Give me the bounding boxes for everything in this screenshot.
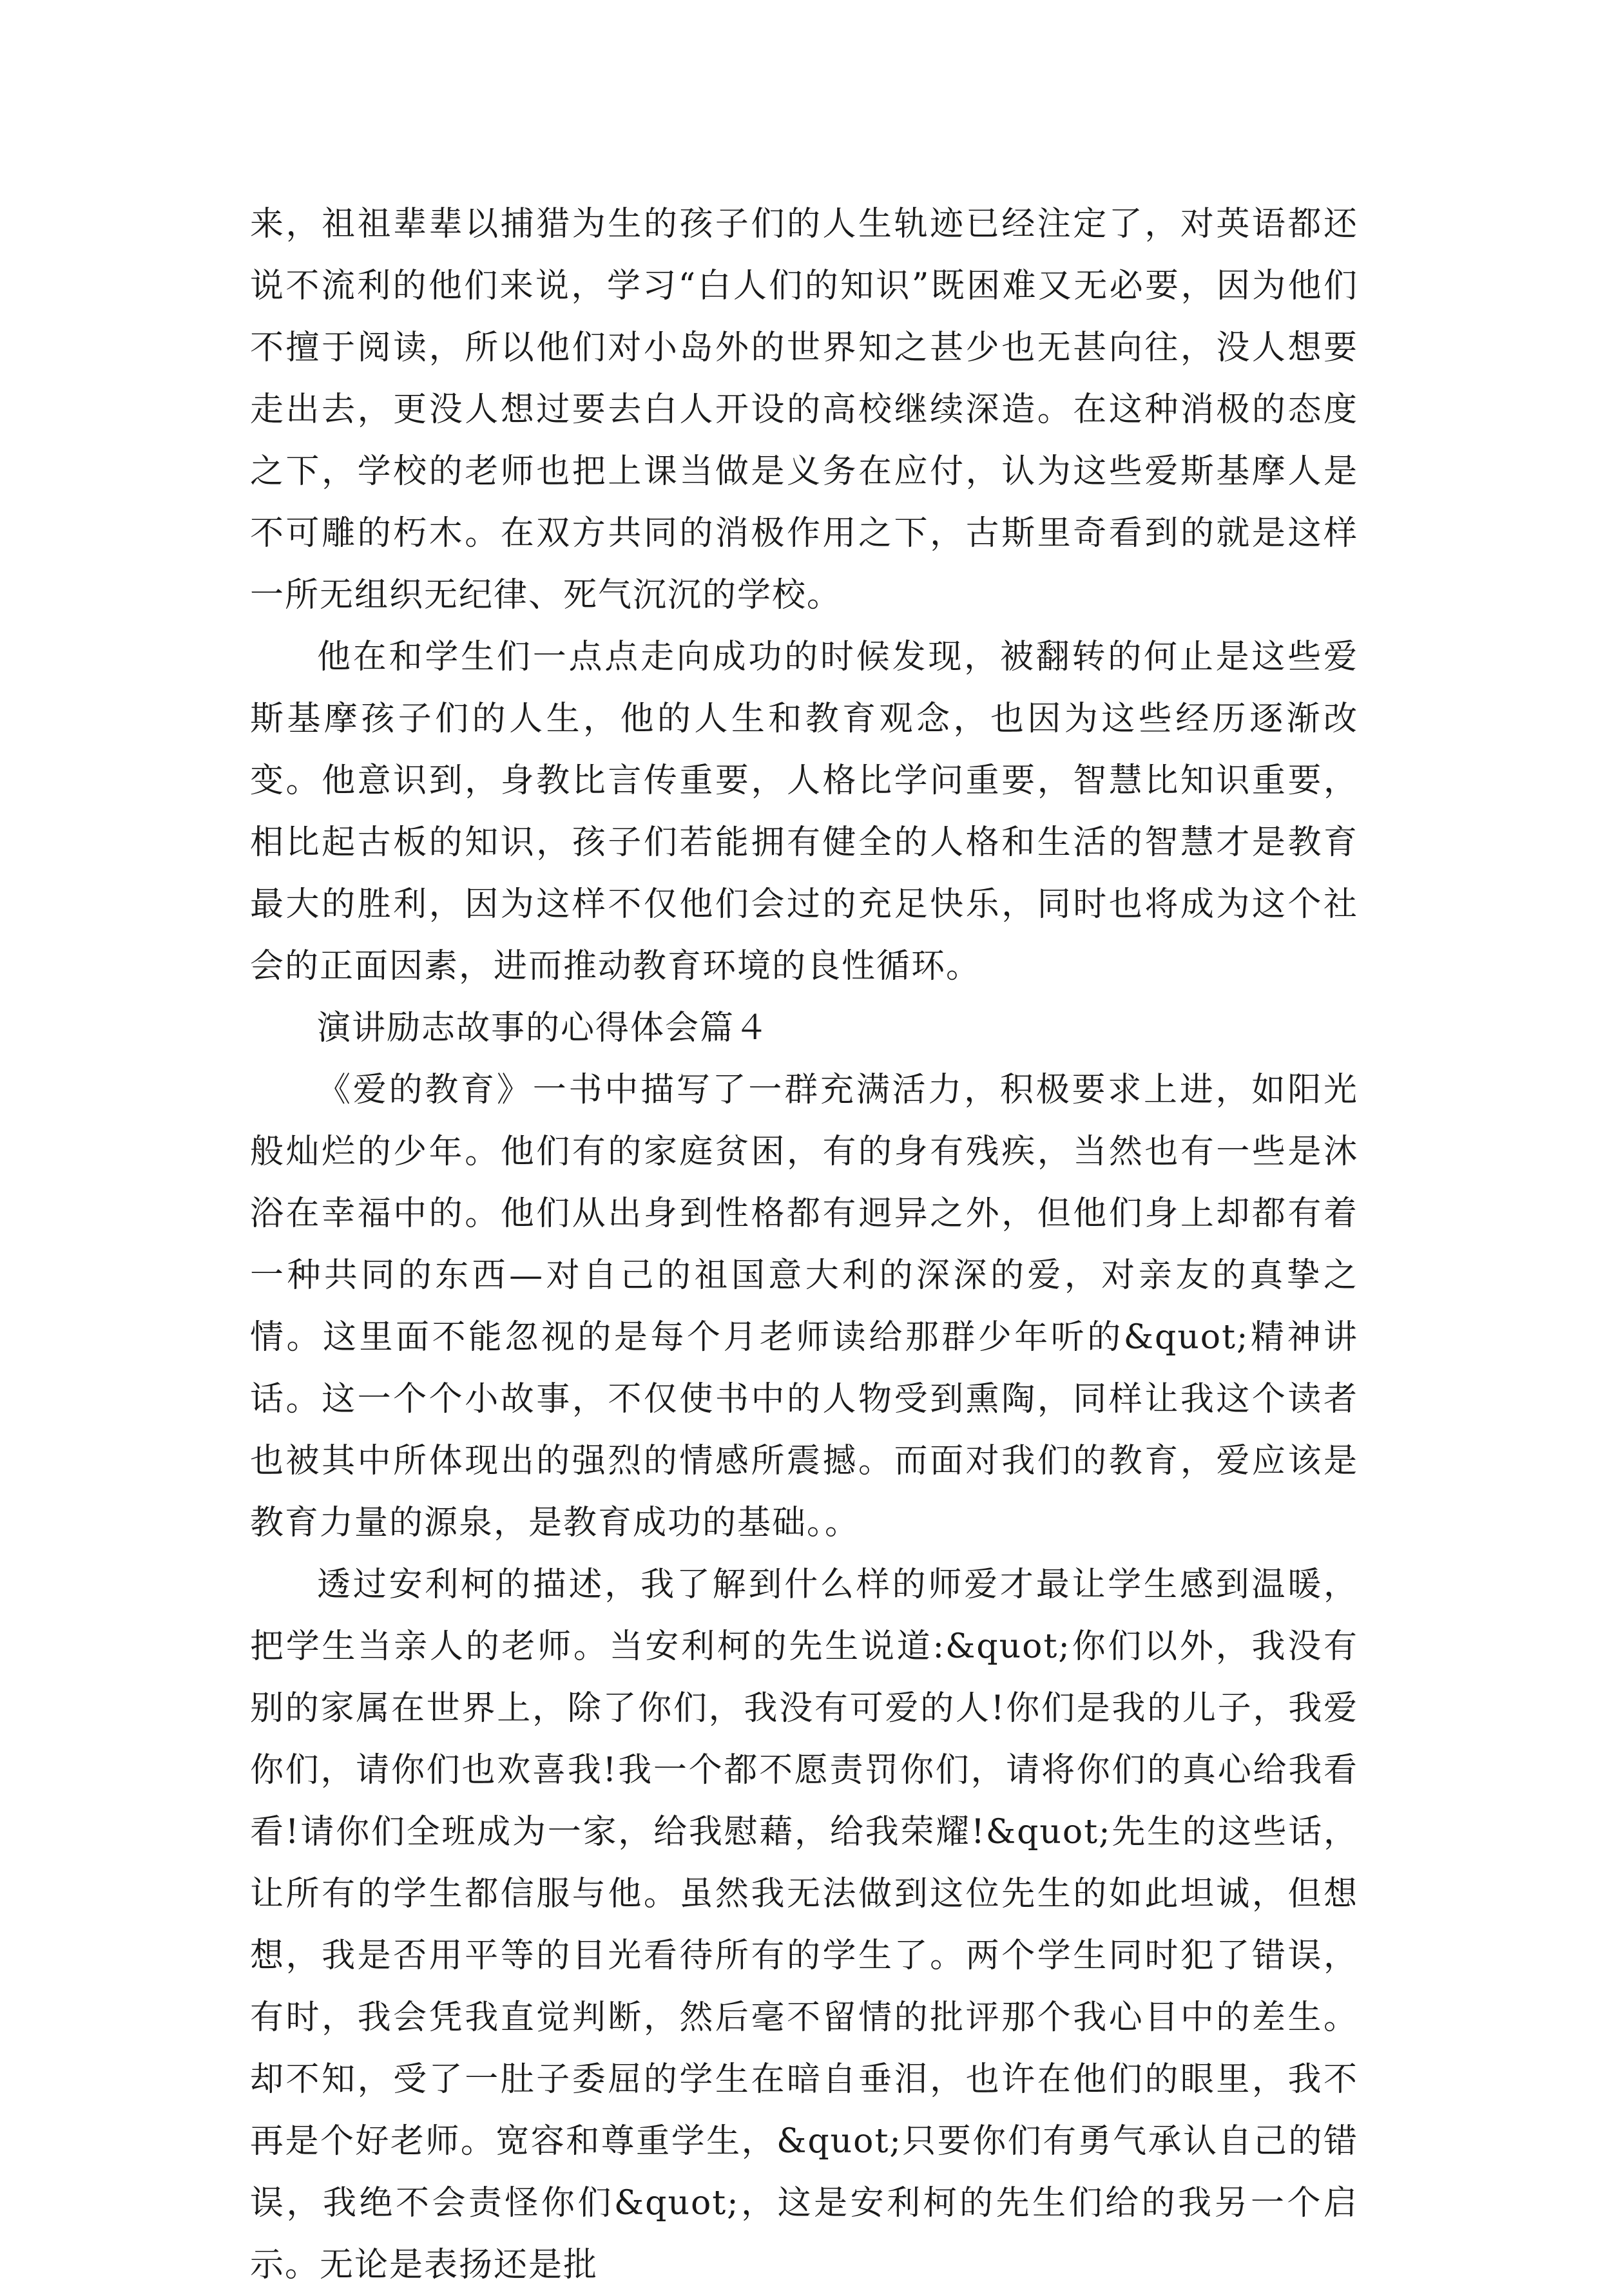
paragraph-enrico-teacher: 透过安利柯的描述，我了解到什么样的师爱才最让学生感到温暖，把学生当亲人的老师。当安利柯的先生说道:&quot;你们以外，我没有别的家属在世界上，除了你们，我没有可爱的人!你们是我的儿子，我爱你们，请你们也欢喜我!我一个都不愿责罚你们，请将你们的真心给我看看!请你们全班成为一家，给我慰藉，给我荣耀!&quot;先生的这些话，让所有的学生都信服与他。虽然我无法做到这位先生的如此坦诚，但想想，我是否用平等的目光看待所有的学生了。两个学生同时犯了错误，有时，我会凭我直觉判断，然后毫不留情的批评那个我心目中的差生。却不知，受了一肚子委屈的学生在暗自垂泪，也许在他们的眼里，我不再是个好老师。宽容和尊重学生，&quot;只要你们有勇气承认自己的错误，我绝不会责怪你们&quot;，这是安利柯的先生们给的我另一个启示。无论是表扬还是批 [250, 1565, 1358, 2284]
paragraph-teaching-reflection: 他在和学生们一点点走向成功的时候发现，被翻转的何止是这些爱斯基摩孩子们的人生，他的人生和教育观念，也因为这些经历逐渐改变。他意识到，身教比言传重要，人格比学问重要，智慧比知识重要，相比起古板的知识，孩子们若能拥有健全的人格和生活的智慧才是教育最大的胜利，因为这样不仅他们会过的充足快乐，同时也将成为这个社会的正面因素，进而推动教育环境的良性循环。 [250, 638, 1358, 986]
paragraph-heart-book-intro: 《爱的教育》一书中描写了一群充满活力，积极要求上进，如阳光般灿烂的少年。他们有的家庭贫困，有的身有残疾，当然也有一些是沐浴在幸福中的。他们从出身到性格都有迥异之外，但他们身上却都有着一种共同的东西—对自己的祖国意大利的深深的爱，对亲友的真挚之情。这里面不能忽视的是每个月老师读给那群少年听的&quot;精神讲话。这一个个小故事，不仅使书中的人物受到熏陶，同样让我这个读者也被其中所体现出的强烈的情感所震撼。而面对我们的教育，爱应该是教育力量的源泉，是教育成功的基础。。 [250, 1071, 1358, 1542]
section-heading: 演讲励志故事的心得体会篇４ [317, 1009, 770, 1048]
document-body [250, 193, 1358, 2296]
paragraph-continued-eskimo-school: 来，祖祖辈辈以捕猎为生的孩子们的人生轨迹已经注定了，对英语都还说不流利的他们来说，学习“白人们的知识”既困难又无必要，因为他们不擅于阅读，所以他们对小岛外的世界知之甚少也无甚向往，没人想要走出去，更没人想过要去白人开设的高校继续深造。在这种消极的态度之下，学校的老师也把上课当做是义务在应付，认为这些爱斯基摩人是不可雕的朽木。在双方共同的消极作用之下，古斯里奇看到的就是这样一所无组织无纪律、死气沉沉的学校。 [250, 205, 1358, 615]
